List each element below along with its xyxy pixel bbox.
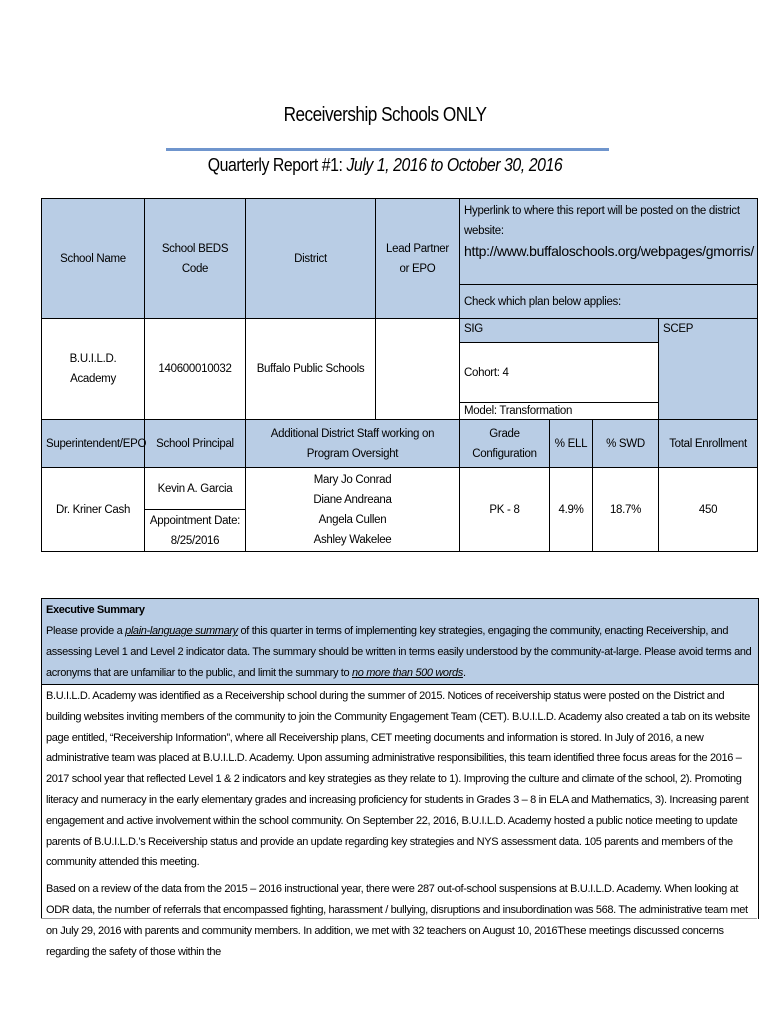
header-grade-config: Grade Configuration: [460, 420, 550, 468]
header-superintendent: Superintendent/EPO: [42, 420, 145, 468]
appointment-cell: [145, 510, 246, 552]
header-swd: % SWD: [593, 420, 659, 468]
title-underline: [166, 148, 609, 151]
superintendent-value: Dr. Kriner Cash: [42, 468, 145, 552]
appointment-date: 8/25/2016: [170, 534, 220, 547]
hyperlink-label: Hyperlink to where this report will be posted on the district website:: [464, 205, 740, 237]
sig-label: SIG: [460, 319, 659, 343]
ell-value: 4.9%: [550, 468, 593, 552]
subtitle-dates: July 1, 2016 to October 30, 2016: [346, 155, 563, 175]
executive-summary-header: [42, 599, 758, 685]
grade-config-value: PK - 8: [460, 468, 550, 552]
word-limit-text: no more than 500 words: [352, 667, 463, 679]
header-ell: % ELL: [550, 420, 593, 468]
executive-summary-instructions: [46, 621, 754, 684]
school-info-table: [41, 198, 758, 552]
section-bottom-border: [41, 918, 757, 919]
header-lead-partner: Lead Partner or EPO: [376, 199, 460, 319]
summary-paragraph: B.U.I.L.D. Academy was identified as a Receivership school during the summer of 2015. Notices of receivership status were posted on the District and building websites inviting members of the community to join the Community Engagement Team (CET). B.U.I.L.D. Academy also created a tab on its website page entitled, “Receivership Information”, where all Receivership plans, CET meeting documents and information is stored. In July of 2016, a new administrative team was placed at B.U.I.L.D. Academy. Upon assuming administrative responsibilities, this team identified three focus areas for the 2016 – 2017 school year that reflected Level 1 & 2 indicators and key strategies as they relate to 1). Improving the culture and climate of the school, 2). Promoting literacy and numeracy in the early elementary grades and increasing proficiency for students in Grades 3 – 8 in ELA and Mathematics, 3). Increasing parent engagement and active involvement within the school community. On September 22, 2016, B.U.I.L.D. Academy hosted a public notice meeting to update parents of B.U.I.L.D.’s Receivership status and provide an update regarding key strategies and NYS assessment data. 105 parents and members of the community attended this meeting.: [46, 690, 750, 869]
scep-label: SCEP: [659, 319, 758, 420]
staff-member: Diane Andreana: [313, 493, 392, 506]
lead-partner-value: [376, 319, 460, 420]
school-name-value: B.U.I.L.D. Academy: [42, 319, 145, 420]
header-district: District: [246, 199, 376, 319]
page-subtitle: [46, 155, 724, 176]
hyperlink-url[interactable]: http://www.buffaloschools.org/webpages/gmorris/: [464, 243, 754, 259]
model-value: Model: Transformation: [460, 403, 659, 420]
page-title: Receivership Schools ONLY: [283, 104, 487, 126]
cohort-value: Cohort: 4: [460, 343, 659, 403]
hyperlink-cell: [460, 199, 758, 285]
executive-summary-section: [41, 598, 759, 958]
staff-member: Angela Cullen: [318, 513, 387, 526]
header-school-name: School Name: [42, 199, 145, 319]
instructions-text: of this quarter in terms of implementing key strategies, engaging the community, enacting Receivership, and assessing Level 1 and Level 2 indicator data. The summary should be written in terms easily understood by the community-at-large. Please avoid terms and acronyms that are unfamiliar to the public, and limit the summary to: [46, 625, 752, 679]
summary-paragraph: Based on a review of the data from the 2015 – 2016 instructional year, there were 287 out-of-school suspensions at B.U.I.L.D. Academy. When looking at ODR data, the number of referrals that encompassed fighting, harassment / bullying, disruptions and insubordination was 568. The administrative team met on July 29, 2016 with parents and community members. In addition, we met with 32 teachers on August 10, 2016These meetings discussed concerns regarding the safety of those within the: [46, 883, 748, 958]
staff-member: Ashley Wakelee: [313, 533, 392, 546]
instructions-text: Please provide a: [46, 625, 126, 637]
subtitle-prefix: Quarterly Report #1:: [207, 155, 347, 175]
executive-summary-heading: Executive Summary: [46, 604, 145, 616]
check-plan-label: Check which plan below applies:: [460, 285, 758, 319]
appointment-label: Appointment Date:: [149, 514, 241, 527]
instructions-text: .: [462, 667, 466, 679]
district-value: Buffalo Public Schools: [246, 319, 376, 420]
staff-list: [246, 468, 460, 552]
swd-value: 18.7%: [593, 468, 659, 552]
executive-summary-body: [42, 685, 758, 962]
header-additional-staff: Additional District Staff working on Program Oversight: [246, 420, 460, 468]
principal-value: Kevin A. Garcia: [145, 468, 246, 510]
header-beds-code: School BEDS Code: [145, 199, 246, 319]
beds-code-value: 140600010032: [145, 319, 246, 420]
header-principal: School Principal: [145, 420, 246, 468]
plain-language-link: plain-language summary: [125, 625, 238, 637]
total-enrollment-value: 450: [659, 468, 758, 552]
header-total-enrollment: Total Enrollment: [659, 420, 758, 468]
staff-member: Mary Jo Conrad: [313, 473, 392, 486]
